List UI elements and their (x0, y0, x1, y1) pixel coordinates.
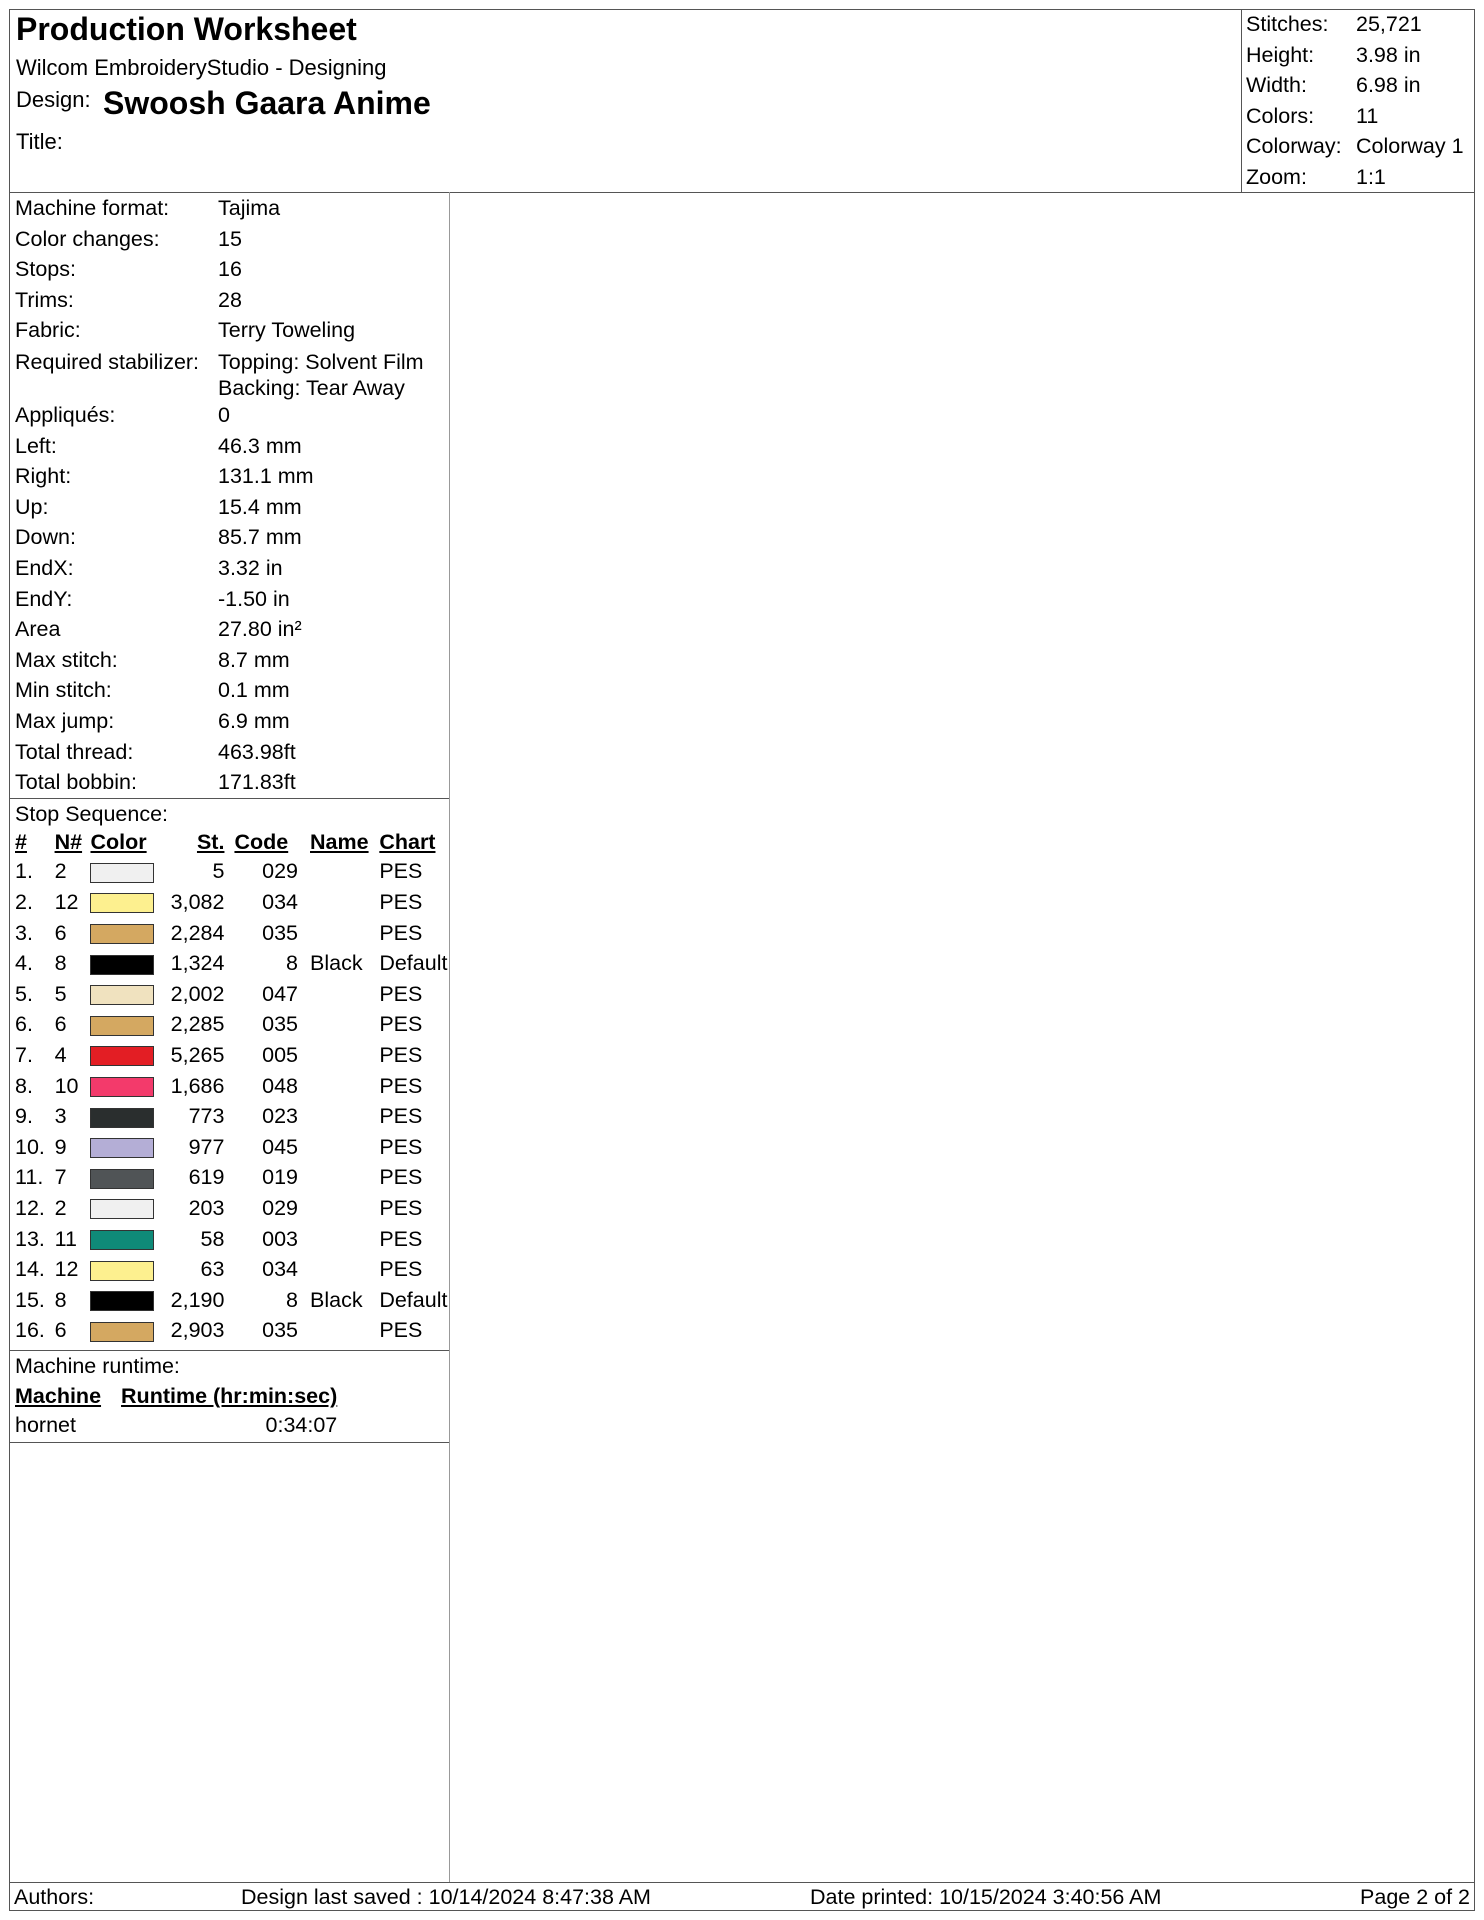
stop-needle: 10 (54, 1073, 79, 1098)
stop-name (310, 1010, 379, 1041)
stop-chart: Default (379, 951, 448, 976)
color-swatch (90, 1077, 154, 1097)
property-row (10, 400, 449, 431)
property-row (10, 706, 449, 737)
color-swatch (90, 955, 154, 975)
stop-row (13, 1010, 449, 1041)
color-swatch (90, 1322, 154, 1342)
property-value: Tajima (218, 196, 281, 220)
stop-stitches: 5,265 (170, 1043, 225, 1068)
stop-color-cell (90, 918, 157, 949)
header-stat-value: 6.98 in (1356, 73, 1421, 97)
property-value: 6.9 mm (218, 708, 290, 733)
property-row (10, 553, 449, 584)
stop-code: 045 (262, 1134, 299, 1159)
stop-code: 005 (262, 1043, 299, 1068)
stop-color-cell (90, 1132, 157, 1163)
header-stat-row (1246, 131, 1471, 162)
property-value: 171.83ft (218, 770, 296, 795)
stop-name (310, 1040, 379, 1071)
property-value: 46.3 mm (218, 433, 302, 458)
stop-index: 13. (15, 1226, 45, 1251)
stop-stitches: 619 (188, 1165, 225, 1190)
property-value: -1.50 in (218, 586, 290, 611)
property-value: 463.98ft (218, 739, 296, 764)
stop-code: 023 (262, 1104, 299, 1129)
title-label: Title: (16, 129, 63, 154)
property-row (10, 193, 449, 224)
property-row (10, 492, 449, 523)
runtime-row (15, 1411, 357, 1439)
color-swatch (90, 1230, 154, 1250)
stop-stitches: 58 (200, 1226, 225, 1251)
color-swatch (90, 1108, 154, 1128)
property-value: 16 (218, 257, 242, 282)
app-subtitle: Wilcom EmbroideryStudio - Designing (16, 55, 387, 80)
stop-name (310, 1193, 379, 1224)
col-header-machine: Machine (15, 1383, 102, 1408)
color-swatch (90, 1046, 154, 1066)
property-label: Machine format: (15, 196, 170, 220)
column-divider (449, 192, 450, 1882)
header-stat-value: 25,721 (1356, 12, 1422, 36)
stop-needle: 2 (54, 1196, 67, 1221)
left-column (10, 193, 449, 1443)
stop-name (310, 1163, 379, 1194)
header-stat-value: 11 (1356, 103, 1379, 128)
stop-chart: PES (379, 1318, 423, 1343)
stop-name (310, 1316, 379, 1347)
col-header-color: Color (90, 830, 147, 855)
property-value: 28 (218, 287, 242, 312)
color-swatch (90, 1261, 154, 1281)
property-label: Area (15, 617, 61, 642)
stop-name (310, 979, 379, 1010)
stop-code: 029 (262, 1196, 299, 1221)
stop-needle: 12 (54, 890, 79, 915)
stop-color-cell (90, 887, 157, 918)
property-label: EndX: (15, 555, 74, 580)
stop-row (13, 857, 449, 888)
stop-row (13, 1193, 449, 1224)
stop-needle: 9 (54, 1134, 67, 1159)
col-header-code: Code (234, 830, 289, 855)
stop-needle: 8 (54, 951, 67, 976)
header-stat-value: 1:1 (1356, 164, 1386, 189)
property-row (10, 346, 449, 400)
stop-index: 10. (15, 1134, 45, 1159)
footer-last-saved: Design last saved : 10/14/2024 8:47:38 AM (241, 1885, 651, 1909)
stop-chart: Default (379, 1287, 448, 1312)
stop-color-cell (90, 1010, 157, 1041)
runtime-machine: hornet (15, 1412, 76, 1437)
property-label: Color changes: (15, 226, 160, 251)
stop-index: 1. (15, 859, 33, 884)
header-left (10, 9, 1241, 192)
color-swatch (90, 1291, 154, 1311)
property-value: 131.1 mm (218, 464, 314, 489)
stop-code: 035 (262, 920, 299, 945)
property-row (10, 224, 449, 255)
section-separator (10, 1442, 449, 1443)
stop-chart: PES (379, 1012, 423, 1037)
stop-chart: PES (379, 1165, 423, 1190)
property-value: 15.4 mm (218, 494, 302, 519)
stop-name: Black (310, 951, 363, 976)
property-label: Down: (15, 525, 76, 550)
col-header-stitches: St. (196, 830, 225, 855)
col-header-name: Name (310, 830, 369, 855)
stop-row (13, 1285, 449, 1316)
stop-sequence-table (13, 829, 449, 1347)
stop-stitches: 1,686 (170, 1073, 225, 1098)
col-header-chart: Chart (379, 830, 436, 855)
property-value: Terry Toweling (218, 318, 356, 343)
stop-chart: PES (379, 1104, 423, 1129)
stop-chart: PES (379, 920, 423, 945)
stop-needle: 7 (54, 1165, 67, 1190)
header-stats (1246, 9, 1471, 192)
header-stat-row (1246, 9, 1471, 40)
stop-row (13, 1071, 449, 1102)
color-swatch (90, 1138, 154, 1158)
color-swatch (90, 893, 154, 913)
property-value: 0.1 mm (218, 678, 290, 703)
stop-index: 4. (15, 951, 33, 976)
stop-needle: 3 (54, 1104, 67, 1129)
col-header-runtime: Runtime (hr:min:sec) (121, 1383, 338, 1408)
stop-color-cell (90, 979, 157, 1010)
stop-row (13, 918, 449, 949)
property-label: Fabric: (15, 318, 81, 343)
stop-code: 035 (262, 1318, 299, 1343)
stop-row (13, 1224, 449, 1255)
runtime-header-row (15, 1381, 357, 1411)
property-row (10, 285, 449, 316)
stop-name (310, 1071, 379, 1102)
property-label: Appliqués: (15, 402, 116, 427)
stop-stitches: 203 (188, 1196, 225, 1221)
stop-index: 7. (15, 1043, 33, 1068)
stop-row (13, 1132, 449, 1163)
property-row (10, 614, 449, 645)
stop-needle: 11 (54, 1226, 77, 1251)
header-stat-label: Zoom: (1246, 164, 1307, 189)
stop-stitches: 1,324 (170, 951, 225, 976)
property-value: 8.7 mm (218, 647, 290, 672)
property-label: Max stitch: (15, 647, 118, 672)
stop-stitches: 63 (200, 1257, 225, 1282)
property-row (10, 522, 449, 553)
stop-index: 3. (15, 920, 33, 945)
stop-stitches: 2,002 (170, 981, 225, 1006)
header-stat-row (1246, 40, 1471, 71)
header-stat-label: Colorway: (1246, 134, 1342, 158)
stop-chart: PES (379, 1073, 423, 1098)
stop-code: 019 (262, 1165, 299, 1190)
stop-color-cell (90, 948, 157, 979)
footer (9, 1882, 1475, 1911)
stop-code: 034 (262, 890, 299, 915)
property-row (10, 645, 449, 676)
stop-needle: 12 (54, 1257, 79, 1282)
color-swatch (90, 1016, 154, 1036)
runtime-title: Machine runtime: (15, 1354, 180, 1379)
stop-chart: PES (379, 1043, 423, 1068)
stop-name (310, 1224, 379, 1255)
col-header-needle: N# (54, 830, 83, 855)
property-value: 0 (218, 402, 230, 427)
property-row (10, 315, 449, 346)
header-stat-value: Colorway 1 (1356, 134, 1464, 158)
stop-color-cell (90, 1285, 157, 1316)
property-row (10, 767, 449, 798)
property-row (10, 461, 449, 492)
stop-chart: PES (379, 1134, 423, 1159)
stop-row (13, 1254, 449, 1285)
stop-index: 5. (15, 981, 33, 1006)
stop-needle: 2 (54, 859, 67, 884)
property-value: 85.7 mm (218, 525, 302, 550)
property-label: Right: (15, 464, 72, 489)
stop-color-cell (90, 1316, 157, 1347)
stop-sequence-title: Stop Sequence: (15, 801, 169, 826)
stop-code: 8 (286, 1287, 299, 1312)
stop-name (310, 857, 379, 888)
header-stat-row (1246, 70, 1471, 101)
stop-index: 2. (15, 890, 33, 915)
stop-stitches: 5 (212, 859, 225, 884)
stop-color-cell (90, 1224, 157, 1255)
stop-name (310, 887, 379, 918)
stop-needle: 6 (54, 1012, 67, 1037)
runtime-value: 0:34:07 (265, 1412, 338, 1437)
stop-needle: 4 (54, 1043, 67, 1068)
stop-code: 048 (262, 1073, 299, 1098)
stop-name: Black (310, 1287, 363, 1312)
property-label: Left: (15, 433, 57, 458)
stop-color-cell (90, 1193, 157, 1224)
properties-list (10, 193, 449, 798)
header-stat-label: Width: (1246, 73, 1307, 97)
stop-index: 16. (15, 1318, 45, 1343)
stop-name (310, 1132, 379, 1163)
stop-stitches: 3,082 (170, 890, 225, 915)
property-value: Topping: Solvent Film Backing: Tear Away (218, 349, 424, 400)
stop-code: 047 (262, 981, 299, 1006)
stop-stitches: 773 (188, 1104, 225, 1129)
stop-color-cell (90, 1163, 157, 1194)
stop-row (13, 1101, 449, 1132)
property-label: EndY: (15, 586, 73, 611)
stop-chart: PES (379, 890, 423, 915)
property-row (10, 254, 449, 285)
header-divider (1241, 9, 1242, 192)
stop-needle: 6 (54, 920, 67, 945)
stop-index: 14. (15, 1257, 45, 1282)
stop-row (13, 948, 449, 979)
color-swatch (90, 1199, 154, 1219)
property-label: Trims: (15, 287, 74, 312)
stop-index: 9. (15, 1104, 33, 1129)
stop-index: 11. (15, 1165, 44, 1190)
property-label: Min stitch: (15, 678, 112, 703)
footer-page-number: Page 2 of 2 (1360, 1885, 1470, 1909)
stop-code: 029 (262, 859, 299, 884)
col-header-index: # (15, 830, 27, 855)
stop-stitches: 977 (188, 1134, 225, 1159)
header-stat-row (1246, 162, 1471, 193)
color-swatch (90, 863, 154, 883)
color-swatch (90, 1169, 154, 1189)
stop-chart: PES (379, 1196, 423, 1221)
stop-chart: PES (379, 859, 423, 884)
stop-needle: 5 (54, 981, 67, 1006)
stop-index: 15. (15, 1287, 45, 1312)
stop-code: 035 (262, 1012, 299, 1037)
stop-code: 034 (262, 1257, 299, 1282)
property-row (10, 431, 449, 462)
property-label: Stops: (15, 257, 76, 282)
property-label: Required stabilizer: (15, 349, 200, 374)
color-swatch (90, 924, 154, 944)
design-name: Swoosh Gaara Anime (103, 85, 431, 121)
property-label: Total bobbin: (15, 770, 137, 795)
stop-sequence-header-row (13, 829, 449, 857)
stop-stitches: 2,190 (170, 1287, 225, 1312)
stop-stitches: 2,285 (170, 1012, 225, 1037)
property-row (10, 675, 449, 706)
stop-index: 8. (15, 1073, 33, 1098)
stop-color-cell (90, 1071, 157, 1102)
property-label: Max jump: (15, 708, 115, 733)
stop-needle: 8 (54, 1287, 67, 1312)
stop-row (13, 1040, 449, 1071)
property-label: Total thread: (15, 739, 134, 764)
footer-authors: Authors: (14, 1885, 95, 1909)
stop-color-cell (90, 857, 157, 888)
stop-needle: 6 (54, 1318, 67, 1343)
property-value: 15 (218, 226, 242, 251)
stop-row (13, 979, 449, 1010)
stop-row (13, 1163, 449, 1194)
stop-color-cell (90, 1040, 157, 1071)
stop-code: 8 (286, 951, 299, 976)
stop-name (310, 1254, 379, 1285)
header-stat-row (1246, 101, 1471, 132)
stop-color-cell (90, 1101, 157, 1132)
stop-row (13, 887, 449, 918)
color-swatch (90, 985, 154, 1005)
header-stat-label: Colors: (1246, 103, 1315, 128)
header-stat-label: Height: (1246, 42, 1315, 67)
header-stat-value: 3.98 in (1356, 42, 1421, 67)
runtime-table (15, 1381, 357, 1439)
stop-code: 003 (262, 1226, 299, 1251)
page-title: Production Worksheet (16, 11, 357, 47)
stop-chart: PES (379, 1226, 423, 1251)
stop-name (310, 1101, 379, 1132)
stop-stitches: 2,284 (170, 920, 225, 945)
stop-name (310, 918, 379, 949)
stop-chart: PES (379, 981, 423, 1006)
property-row (10, 737, 449, 768)
stop-color-cell (90, 1254, 157, 1285)
stop-index: 6. (15, 1012, 33, 1037)
property-label: Up: (15, 494, 49, 519)
design-label: Design: (16, 87, 91, 112)
property-row (10, 584, 449, 615)
property-value: 3.32 in (218, 555, 283, 580)
stop-row (13, 1316, 449, 1347)
stop-chart: PES (379, 1257, 423, 1282)
stop-stitches: 2,903 (170, 1318, 225, 1343)
stop-index: 12. (15, 1196, 45, 1221)
header-stat-label: Stitches: (1246, 12, 1329, 36)
property-value: 27.80 in² (218, 617, 302, 642)
footer-date-printed: Date printed: 10/15/2024 3:40:56 AM (810, 1885, 1162, 1909)
